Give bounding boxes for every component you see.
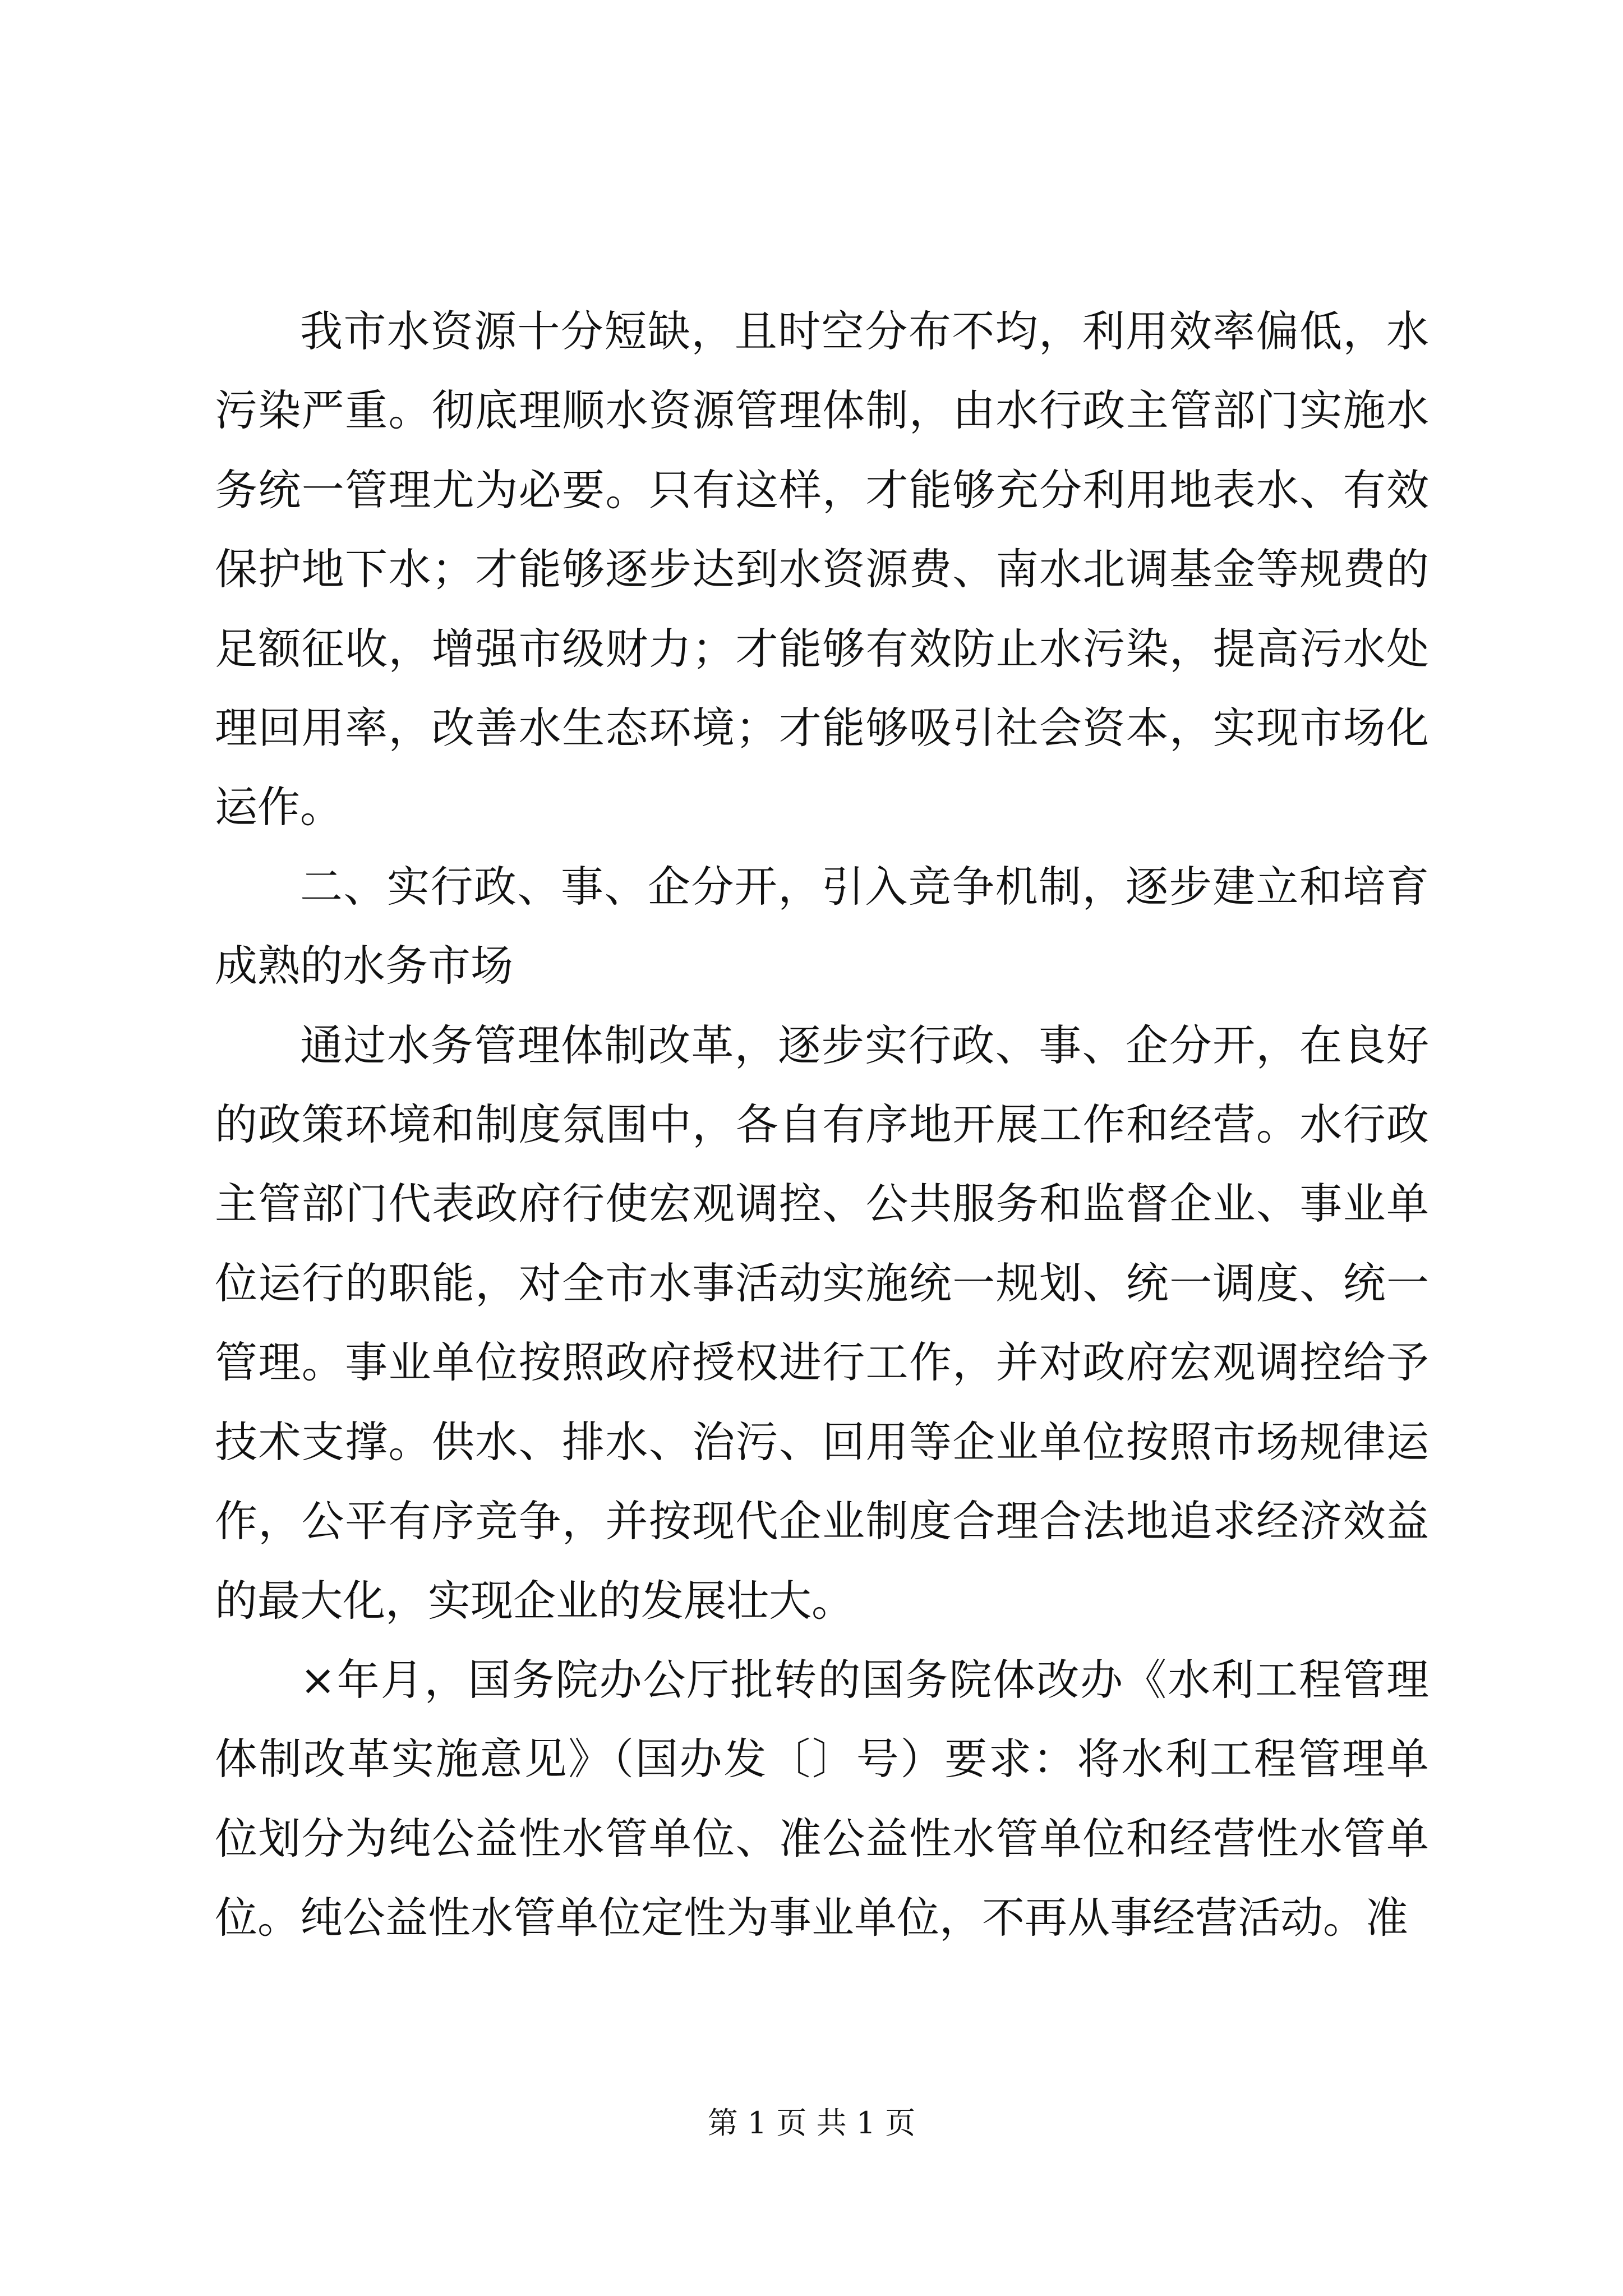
paragraph-water-resources: 我市水资源十分短缺，且时空分布不均，利用效率偏低，水污染严重。彻底理顺水资源管理体制，由水行政主管部门实施水务统一管理尤为必要。只有这样，才能够充分利用地表水、有效保护地下水；才能够逐步达到水资源费、南水北调基金等规费的足额征收，增强市级财力；才能够有效防止水污染，提高污水处理回用率，改善水生态环境；才能够吸引社会资本，实现市场化运作。 — [215, 306, 1429, 832]
page-number-footer: 第 1 页 共 1 页 — [707, 2105, 916, 2141]
body-text — [215, 292, 1429, 1958]
section-heading-two: 二、实行政、事、企分开，引入竞争机制，逐步建立和培育成熟的水务市场 — [215, 861, 1429, 991]
paragraph-state-council: ×年月，国务院办公厅批转的国务院体改办《水利工程管理体制改革实施意见》（国办发〔〕号）要求：将水利工程管理单位划分为纯公益性水管单位、准公益性水管单位和经营性水管单位。纯公益性水管单位定性为事业单位，不再从事经营活动。准 — [215, 1654, 1429, 1943]
paragraph-water-reform: 通过水务管理体制改革，逐步实行政、事、企分开，在良好的政策环境和制度氛围中，各自有序地开展工作和经营。水行政主管部门代表政府行使宏观调控、公共服务和监督企业、事业单位运行的职能，对全市水事活动实施统一规划、统一调度、统一管理。事业单位按照政府授权进行工作，并对政府宏观调控给予技术支撑。供水、排水、治污、回用等企业单位按照市场规律运作，公平有序竞争，并按现代企业制度合理合法地追求经济效益的最大化，实现企业的发展壮大。 — [215, 1020, 1429, 1626]
